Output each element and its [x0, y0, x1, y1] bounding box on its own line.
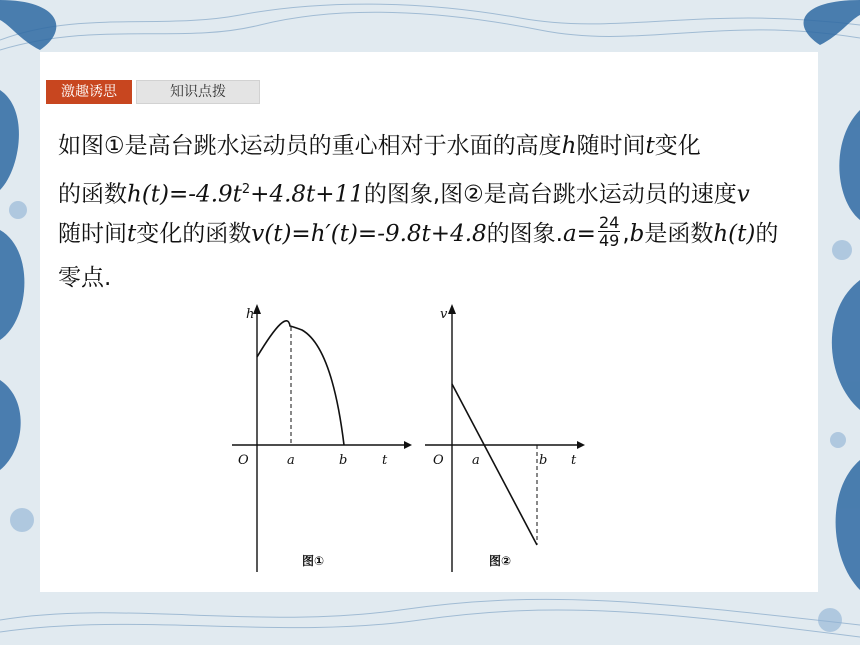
tab-motivation[interactable]: 激趣诱思 — [46, 80, 132, 104]
label-v: v — [440, 307, 448, 322]
v-axis-arrow — [448, 304, 456, 314]
text-line-1: 如图①是高台跳水运动员的重心相对于水面的高度h随时间t变化 — [58, 133, 701, 159]
problem-text — [58, 124, 798, 300]
t-axis-arrow — [404, 441, 412, 449]
t-axis-arrow — [577, 441, 585, 449]
label-origin: O — [433, 453, 444, 468]
velocity-line — [452, 384, 537, 545]
label-b: b — [539, 453, 548, 468]
text-line-4: 零点. — [58, 265, 112, 291]
label-t: t — [571, 453, 577, 468]
label-a: a — [472, 453, 480, 468]
text-line-3: 随时间t变化的函数v(t)=h′(t)=-9.8t+4.8的图象.a= $\frac{24}{49}$ ,b是函数h(t)的 — [58, 213, 779, 250]
figure-1 — [232, 302, 412, 572]
text-line-2: 的函数$h(t)=-4.9t^2+4.8t+11$的图象,图②是高台跳水运动员的速度v — [58, 181, 750, 208]
height-curve — [257, 321, 344, 445]
label-origin: O — [238, 453, 249, 468]
label-a: a — [287, 453, 295, 468]
tab-knowledge[interactable]: 知识点拨 — [136, 80, 260, 104]
label-h: h — [246, 307, 255, 322]
caption-2: 图② — [489, 554, 512, 568]
figure-2 — [425, 302, 585, 572]
fraction: $\frac{24}{49}$ — [598, 213, 620, 250]
label-t: t — [382, 453, 388, 468]
label-b: b — [339, 453, 348, 468]
caption-1: 图① — [302, 554, 325, 568]
tab-bar — [46, 80, 260, 104]
